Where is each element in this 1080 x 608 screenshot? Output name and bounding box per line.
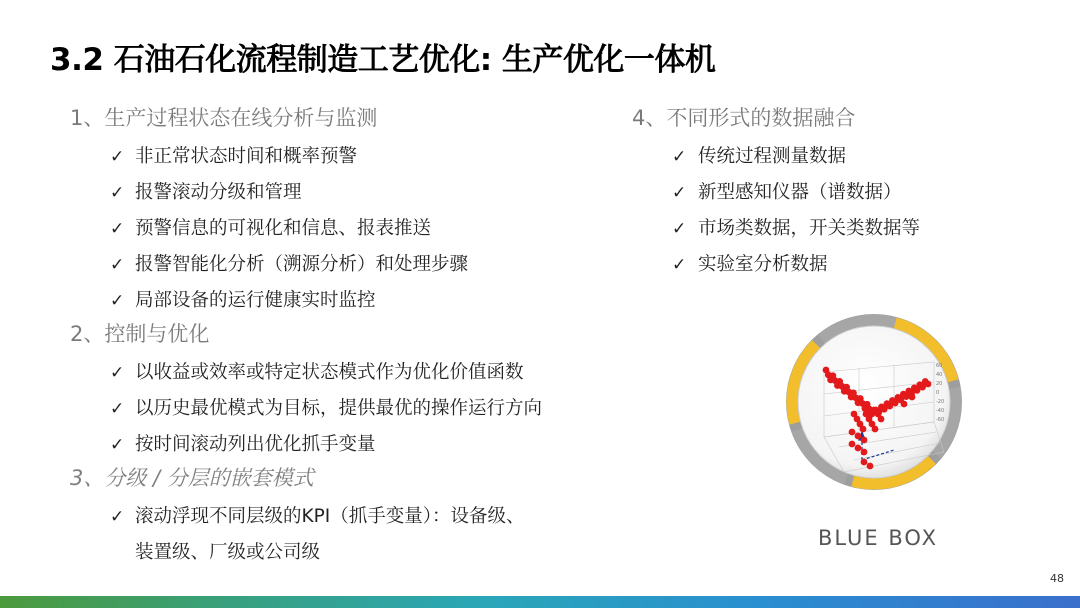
list-item: ✓ 传统过程测量数据 [632, 139, 1012, 175]
section-heading-control: 2、控制与优化 [70, 322, 210, 346]
product-label: BLUE BOX [818, 526, 938, 550]
scatter-point [872, 426, 879, 433]
list-item: ✓ 按时间滚动列出优化抓手变量 [70, 427, 630, 463]
section-heading-data-fusion: 4、不同形式的数据融合 [632, 106, 856, 130]
axis-tick-label: -20 [936, 399, 945, 405]
scatter-point [849, 429, 856, 436]
blue-box-image [784, 312, 964, 492]
scatter-point [861, 437, 868, 444]
list-item: ✓ 市场类数据，开关类数据等 [632, 211, 1012, 247]
check-icon: ✓ [110, 399, 125, 419]
scatter-point [860, 426, 867, 433]
list-item-continuation: 装置级、厂级或公司级 [135, 542, 321, 563]
scatter-point [855, 445, 862, 452]
check-icon: ✓ [672, 219, 687, 239]
right-column [632, 103, 1012, 283]
axis-tick-label: -40 [936, 408, 945, 414]
list-item: ✓ 非正常状态时间和概率预警 [70, 139, 630, 175]
list-item: ✓ 预警信息的可视化和信息、报表推送 [70, 211, 630, 247]
check-icon: ✓ [110, 183, 125, 203]
check-icon: ✓ [110, 255, 125, 275]
check-icon: ✓ [110, 291, 125, 311]
3d-scatter-plot-icon [784, 312, 964, 492]
scatter-point [901, 401, 908, 408]
list-item: ✓ 报警智能化分析（溯源分析）和处理步骤 [70, 247, 630, 283]
scatter-point [855, 433, 862, 440]
check-icon: ✓ [672, 147, 687, 167]
check-icon: ✓ [110, 363, 125, 383]
left-column [70, 103, 630, 571]
list-item: ✓ 滚动浮现不同层级的KPI（抓手变量）：设备级、 [70, 499, 630, 535]
axis-tick-label: -60 [936, 417, 945, 423]
slide-title: 3.2 石油石化流程制造工艺优化: 生产优化一体机 [50, 42, 716, 78]
scatter-point [849, 441, 856, 448]
scatter-point [909, 394, 916, 401]
scatter-point [867, 463, 874, 470]
axis-tick-label: 20 [936, 381, 943, 387]
list-item: ✓ 实验室分析数据 [632, 247, 1012, 283]
section-heading-nested: 3、分级 / 分层的嵌套模式 [70, 466, 314, 490]
scatter-point [861, 449, 868, 456]
check-icon: ✓ [110, 147, 125, 167]
check-icon: ✓ [110, 507, 125, 527]
scatter-point [878, 416, 885, 423]
footer-gradient-bar [0, 596, 1080, 608]
section-heading-monitoring: 1、生产过程状态在线分析与监测 [70, 106, 378, 130]
axis-tick-label: 0 [936, 390, 940, 396]
list-item: ✓ 报警滚动分级和管理 [70, 175, 630, 211]
check-icon: ✓ [110, 435, 125, 455]
page-number: 48 [1050, 572, 1064, 585]
list-item: ✓ 以历史最优模式为目标，提供最优的操作运行方向 [70, 391, 630, 427]
check-icon: ✓ [672, 183, 687, 203]
list-item: ✓ 局部设备的运行健康实时监控 [70, 283, 630, 319]
axis-tick-label: 60 [936, 363, 943, 369]
axis-tick-label: 40 [936, 372, 943, 378]
scatter-point [925, 381, 932, 388]
scatter-point [861, 459, 868, 466]
list-item: ✓ 新型感知仪器（谱数据） [632, 175, 1012, 211]
list-item: ✓ 以收益或效率或特定状态模式作为优化价值函数 [70, 355, 630, 391]
check-icon: ✓ [672, 255, 687, 275]
check-icon: ✓ [110, 219, 125, 239]
